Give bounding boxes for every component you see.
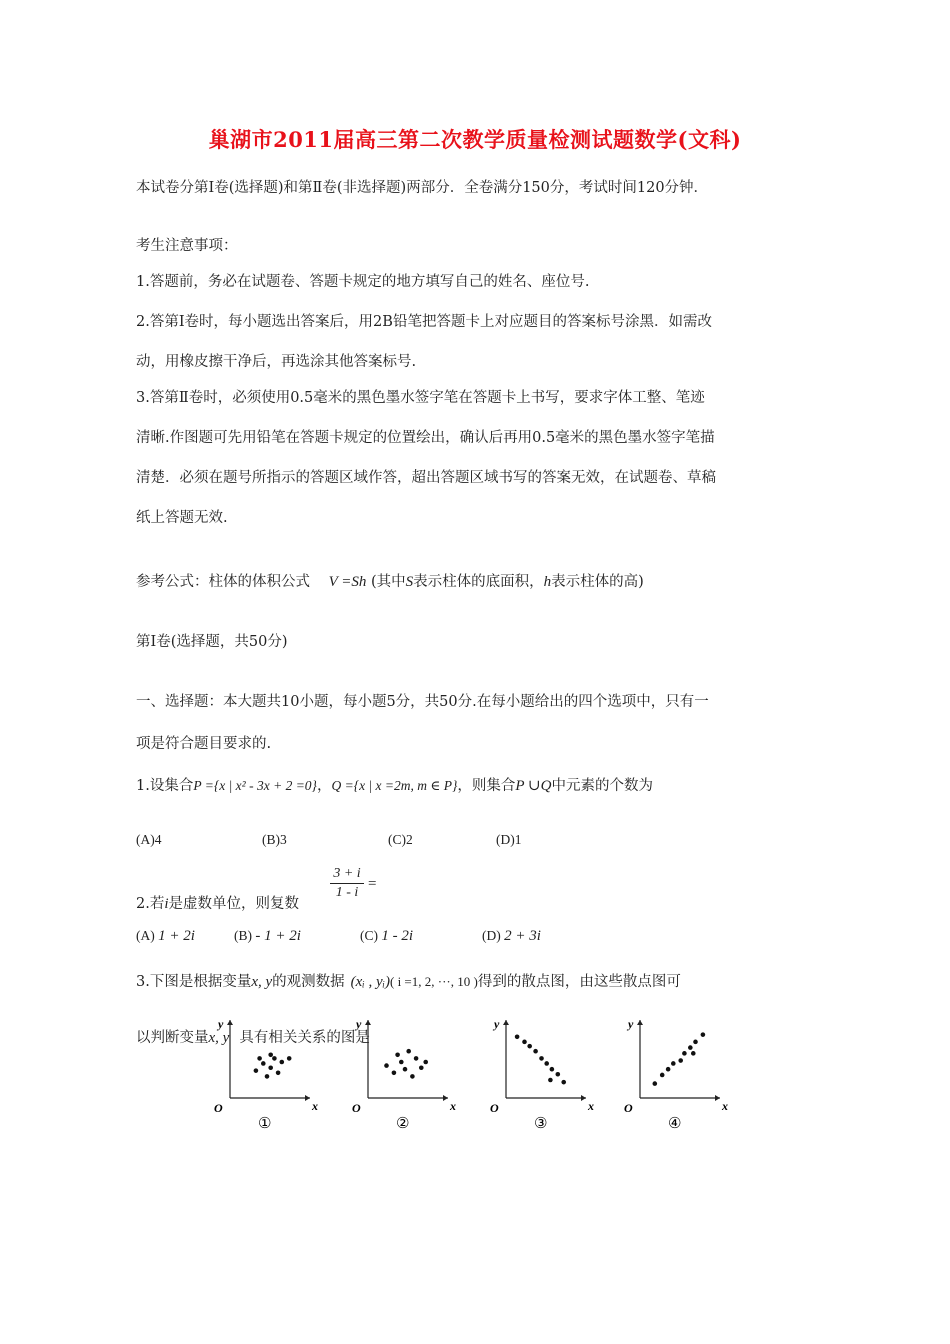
scatter-point [548,1078,553,1083]
q2-option-value: - 1 + 2i [255,928,301,944]
x-axis-arrow [443,1095,448,1101]
scatter-plot-1 [214,1017,318,1132]
q3-prefix: 3.下图是根据变量 [136,974,252,990]
scatter-point [392,1071,397,1076]
plot-number-label: ③ [534,1114,548,1132]
x-axis-label: x [450,1099,456,1113]
q2-option-label: (A) [136,928,155,943]
q2-option-label: (D) [482,928,501,943]
y-axis-label: y [494,1017,500,1031]
y-axis-label: y [218,1017,224,1031]
x-axis-arrow [581,1095,586,1101]
origin-label: O [490,1101,499,1115]
formula-expr: V =Sh [328,574,367,590]
scatter-point [423,1060,428,1065]
x-axis-label: x [312,1099,318,1113]
page-title: 巢湖市2011届高三第二次教学质量检测试题数学(文科) [208,127,742,152]
q2-option-value: 1 + 2i [158,928,195,944]
scatter-point [691,1051,696,1056]
origin-label: O [624,1101,633,1115]
notice-line: 2.答第Ⅰ卷时，每小题选出答案后，用2B铅笔把答题卡上对应题目的答案标号涂黑．如需改 [136,314,712,330]
q3-pair: (xᵢ , yᵢ) [350,974,390,990]
scatter-point [265,1074,270,1079]
q1-option-d: (D)1 [496,832,522,847]
q3-range: ( i =1, 2, ···, 10 ) [389,974,478,989]
scatter-point [261,1061,266,1066]
q1-sep: ， [316,778,332,794]
q2-prefix: 2.若 [136,896,165,912]
scatter-point [539,1056,544,1061]
y-axis-arrow [637,1020,643,1025]
scatter-point [399,1060,404,1065]
formula-suffix: 表示柱体的高) [551,574,644,590]
q2-option-d [482,928,541,945]
q2-equals: = [368,876,377,892]
formula-mid2: 表示柱体的底面积， [413,574,544,590]
plot-number-label: ② [396,1114,410,1132]
scatter-point [280,1060,285,1065]
question-2 [136,894,299,914]
scatter-point [287,1056,292,1061]
q2-option-c [360,928,413,945]
formula-var-s: S [405,574,414,590]
y-axis-label: y [628,1017,634,1031]
plot-number-label: ① [258,1114,272,1132]
q3-vars: x, y [251,974,273,990]
origin-label: O [214,1101,223,1115]
notice-line: 3.答第Ⅱ卷时，必须使用0.5毫米的黑色墨水签字笔在答题卡上书写，要求字体工整、笔迹 [136,390,705,406]
scatter-point [701,1032,706,1037]
scatter-point [527,1044,532,1049]
formula-line [136,572,644,592]
scatter-point [410,1074,415,1079]
notice-line: 1.答题前，务必在试题卷、答题卡规定的地方填写自己的姓名、座位号. [136,274,590,290]
scatter-point [688,1045,693,1050]
q1-option-a: (A)4 [136,832,162,847]
q2-fraction [330,866,364,901]
scatter-point [257,1056,262,1061]
q2-option-a [136,928,195,945]
scatter-point [666,1067,671,1072]
origin-label: O [352,1101,361,1115]
scatter-point [544,1061,549,1066]
scatter-point [693,1040,698,1045]
q2-option-b [234,928,301,945]
scatter-point [406,1049,411,1054]
q1-set-q: Q ={x | x =2m, m ∈ P} [331,778,458,793]
scatter-point [254,1068,259,1073]
notice-line: 清晰.作图题可先用铅笔在答题卡规定的位置绘出，确认后再用0.5毫米的黑色墨水签字笔描 [136,430,715,446]
scatter-point [653,1081,658,1086]
scatter-point [671,1061,676,1066]
scatter-point [682,1051,687,1056]
q2-option-label: (C) [360,928,378,943]
scatter-point [660,1073,665,1078]
notice-line: 动，用橡皮擦干净后，再选涂其他答案标号. [136,354,417,370]
q2-fraction-denominator: 1 - i [335,885,359,900]
q3-mid1: 的观测数据 [272,974,345,990]
y-axis-label: y [356,1017,362,1031]
q2-var-i: i [164,896,169,912]
x-axis-arrow [305,1095,310,1101]
q3-line2-prefix: 以判断变量 [136,1030,209,1046]
scatter-point [550,1067,555,1072]
q1-prefix: 1.设集合 [136,778,194,794]
q2-option-value: 2 + 3i [504,928,541,944]
q3-line2-vars: x, y [208,1030,230,1046]
scatter-point [395,1053,400,1058]
scatter-point [403,1067,408,1072]
scatter-point [276,1071,281,1076]
q2-option-value: 1 - 2i [381,928,414,944]
q2-fraction-numerator: 3 + i [330,866,364,884]
scatter-point [556,1072,561,1077]
scatter-point [384,1063,389,1068]
scatter-point [268,1065,273,1070]
part-instructions: 一、选择题：本大题共10小题，每小题5分，共50分.在每小题给出的四个选项中，只有一 [136,694,709,710]
scatter-point [533,1049,538,1054]
scatter-point [268,1053,273,1058]
x-axis-arrow [715,1095,720,1101]
scatter-point [515,1035,520,1040]
notice-line: 纸上答题无效. [136,510,228,526]
scatter-plot-2 [352,1017,456,1132]
plot-number-label: ④ [668,1114,682,1132]
q1-option-c: (C)2 [388,832,413,847]
scatter-point [419,1065,424,1070]
section-heading: 第Ⅰ卷(选择题，共50分) [136,634,288,650]
q3-suffix: 得到的散点图，由这些散点图可 [477,974,681,990]
question-3 [136,972,681,992]
q1-union: P ∪Q [515,778,552,794]
x-axis-label: x [588,1099,594,1113]
y-axis-arrow [227,1020,233,1025]
formula-mid1: (其中 [370,574,406,590]
scatter-plot-3 [490,1017,594,1132]
notice-heading: 考生注意事项： [136,238,238,254]
question-1 [136,776,653,796]
notice-line: 清楚．必须在题号所指示的答题区域作答，超出答题区域书写的答案无效，在试题卷、草稿 [136,470,716,486]
scatter-point [272,1056,277,1061]
formula-var-h: h [543,574,552,590]
x-axis-label: x [722,1099,728,1113]
scatter-point [414,1056,419,1061]
q2-option-label: (B) [234,928,252,943]
q1-option-b: (B)3 [262,832,287,847]
q1-suffix: 中元素的个数为 [551,778,653,794]
formula-prefix: 参考公式：柱体的体积公式 [136,574,310,590]
scatter-plot-4 [624,1017,728,1132]
scatter-plots [200,1010,728,1140]
scatter-point [561,1080,566,1085]
scatter-point [522,1040,527,1045]
y-axis-arrow [365,1020,371,1025]
q2-mid: 是虚数单位，则复数 [168,896,300,912]
q1-mid: ，则集合 [457,778,516,794]
q3-line2-suffix: 具有相关关系的图是 [239,1030,370,1046]
scatter-point [678,1058,683,1063]
part-instructions: 项是符合题目要求的. [136,736,272,752]
q1-set-p: P ={x | x² - 3x + 2 =0} [193,778,317,793]
y-axis-arrow [503,1020,509,1025]
intro-text: 本试卷分第Ⅰ卷(选择题)和第Ⅱ卷(非选择题)两部分．全卷满分150分，考试时间120分钟． [136,180,709,196]
